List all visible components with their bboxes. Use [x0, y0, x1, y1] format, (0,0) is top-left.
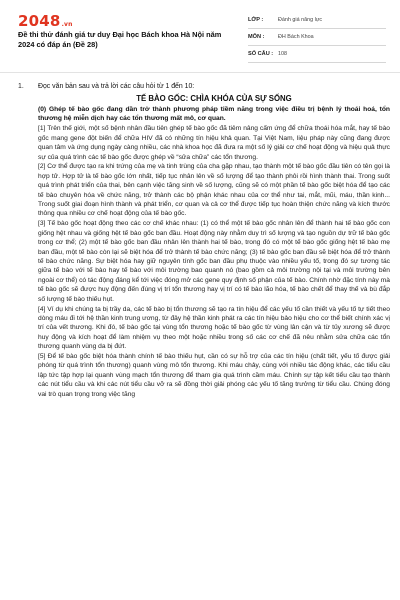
page-header [0, 0, 400, 70]
info-row-subject [248, 29, 386, 46]
info-value-question-count: 108 [278, 51, 287, 57]
info-label-question-count: SỐ CÂU : [248, 51, 274, 57]
question-number: 1. [18, 83, 24, 90]
site-logo[interactable] [18, 12, 73, 30]
exam-info-panel [248, 12, 386, 63]
info-label-class: LỚP : [248, 17, 264, 23]
info-value-class: Đánh giá năng lực [278, 17, 323, 23]
info-value-subject: ĐH Bách Khoa [278, 34, 314, 40]
paragraph-4: [4] Ví dụ khi chúng ta bị trầy da, các tế bào bị tổn thương sẽ tạo ra tín hiệu để các yếu tố cần thiết và yếu tố tự tiết theo dòng máu đi tới hệ thần kinh trung ương, từ đây hệ thần kinh phát ra các tín hiệu bảo hiệu cho cơ thể biết chính xác vị trí của vết thương. Khi đó, tế bào gốc tại vùng tổn thương hoặc tế bào gốc từ vùng lân cận và từ tủy xương sẽ được huy động và kích hoạt để làm nhiệm vụ theo một hoặc nhiều trong số các cơ chế đã nêu nhằm sửa chữa các tổn thương quanh vùng da bị đứt. [38, 305, 390, 351]
question-prompt: Đọc văn bản sau và trả lời các câu hỏi từ 1 đến 10: [38, 83, 195, 90]
logo-main: 2048 [18, 12, 61, 30]
header-divider [0, 72, 400, 73]
info-label-subject: MÔN : [248, 34, 265, 40]
paragraph-1: [1] Trên thế giới, một số bệnh nhân đầu tiên ghép tế bào gốc đã tiêm nâng cấm ứng để chữa thoái hóa mắt, hay tế bào gốc mang gene đột biến để chữa HIV đã có những tín hiệu khả quan. Tại Việt Nam, liệu pháp này cũng đang được quan tâm và ứng dụng ngày càng nhiều, các nhà khoa học đã đưa ra một số lý giải cơ chế hoạt động và hiệu quả thực sự của quá trình các tế bào gốc được ghép về “sửa chữa” các tổn thương. [38, 125, 390, 161]
info-row-question-count [248, 46, 386, 63]
exam-title: Đề thi thử đánh giá tư duy Đại học Bách khoa Hà Nội năm 2024 có đáp án (Đề 28) [18, 30, 222, 49]
document-title: TẾ BÀO GỐC: CHÌA KHÓA CỦA SỰ SỐNG [136, 94, 292, 103]
question-heading [18, 82, 390, 91]
info-row-class [248, 12, 386, 29]
question-content [18, 82, 390, 400]
logo-suffix: .vn [61, 21, 73, 28]
paragraph-5: [5] Để tế bào gốc biệt hóa thành chính tế bào thiếu hụt, cần có sự hỗ trợ của các tín hiệu (chất tiết, yếu tố được giải phóng từ quá trình tổn thương) quanh vùng mô tổn thương. Khi máu chảy, cùng với nhiều tác động khác, các tiểu cầu lập tức tập hợp lại quanh vùng mạch tổn thương để tham gia quá trình cầm máu. Chính sự tập kết tiểu cầu tạo thành các nút tiểu cầu và khi các nút tiểu cầu vỡ ra sẽ đồng thời giải phóng các yếu tố tăng trưởng từ tiểu cầu. Chúng đóng vai trò quan trọng trong việc tăng [38, 353, 390, 398]
paragraph-3: [3] Tế bào gốc hoạt động theo các cơ chế khác nhau: (1) có thể một tế bào gốc nhân lên để thành hai tế bào gốc con giống hệt nhau và giống hệt tế bào gốc ban đầu. Hoạt động này nhằm duy trì số lượng và tạo nguồn dự trữ tế bào gốc trong cơ thể; (2) một tế bào gốc ban đầu nhân lên thành hai tế bào, trong đó có một tế bào gốc giống hệt tế bào mẹ ban đầu, một tế bào còn lại sẽ biệt hóa để trở thành tế bào chức năng; (3) tế bào gốc ban đầu sẽ biệt hóa để trở thành tế bào chức năng. Sự biệt hóa hay giữ nguyên tính gốc ban đầu phụ thuộc vào nhiều yếu tố, trong đó sự tương tác giữa tế bào với tế bào hay tế bào với môi trường bao quanh nó (bao gồm cả môi trường nội tại và môi trường bên ngoài cơ thể) có tác động đáng kể tới việc đóng mở các gene quy định số phận của tế bào. Chính nhờ đặc tính này mà tế bào gốc sẽ được huy động đến đúng vị trí tổn thương hay vị trí có tế bào lão hóa, tế bào chết để thay thế và bù đắp số lượng tế bào thiếu hụt. [38, 220, 390, 303]
document-body [38, 105, 390, 399]
lead-paragraph: (0) Ghép tế bào gốc đang dần trở thành phương pháp tiềm năng trong việc điều trị bệnh lý thoái hoá, tổn thương hệ miễn dịch hay các tổn thương mất mô, cơ quan. [38, 106, 390, 123]
paragraph-2: [2] Cơ thể được tạo ra khi trứng của mẹ và tinh trùng của cha gặp nhau, tạo thành một tế bào gốc đầu tiên có tên gọi là hợp tử. Hợp tử là tế bào gốc lớn nhất, tiếp tục nhân lên về số lượng để tạo thành phôi rồi hình thành thai. Trong suốt quá trình phát triển của thai, bên cạnh việc tăng sinh về số lượng, cũng sẽ có một phần tế bào gốc biệt hóa để tạo các tế bào chuyên hóa về chức năng, trở thành các bộ phận khác nhau của cơ thể như tai, mắt, mũi, máu, thần kinh... Trong suốt giai đoạn hình thành và phát triển, cơ quan và cả cơ thể được tiếp tục hoàn thiện chức năng và kích thước thông qua nhiều cơ chế hoạt động của tế bào gốc. [38, 163, 390, 218]
